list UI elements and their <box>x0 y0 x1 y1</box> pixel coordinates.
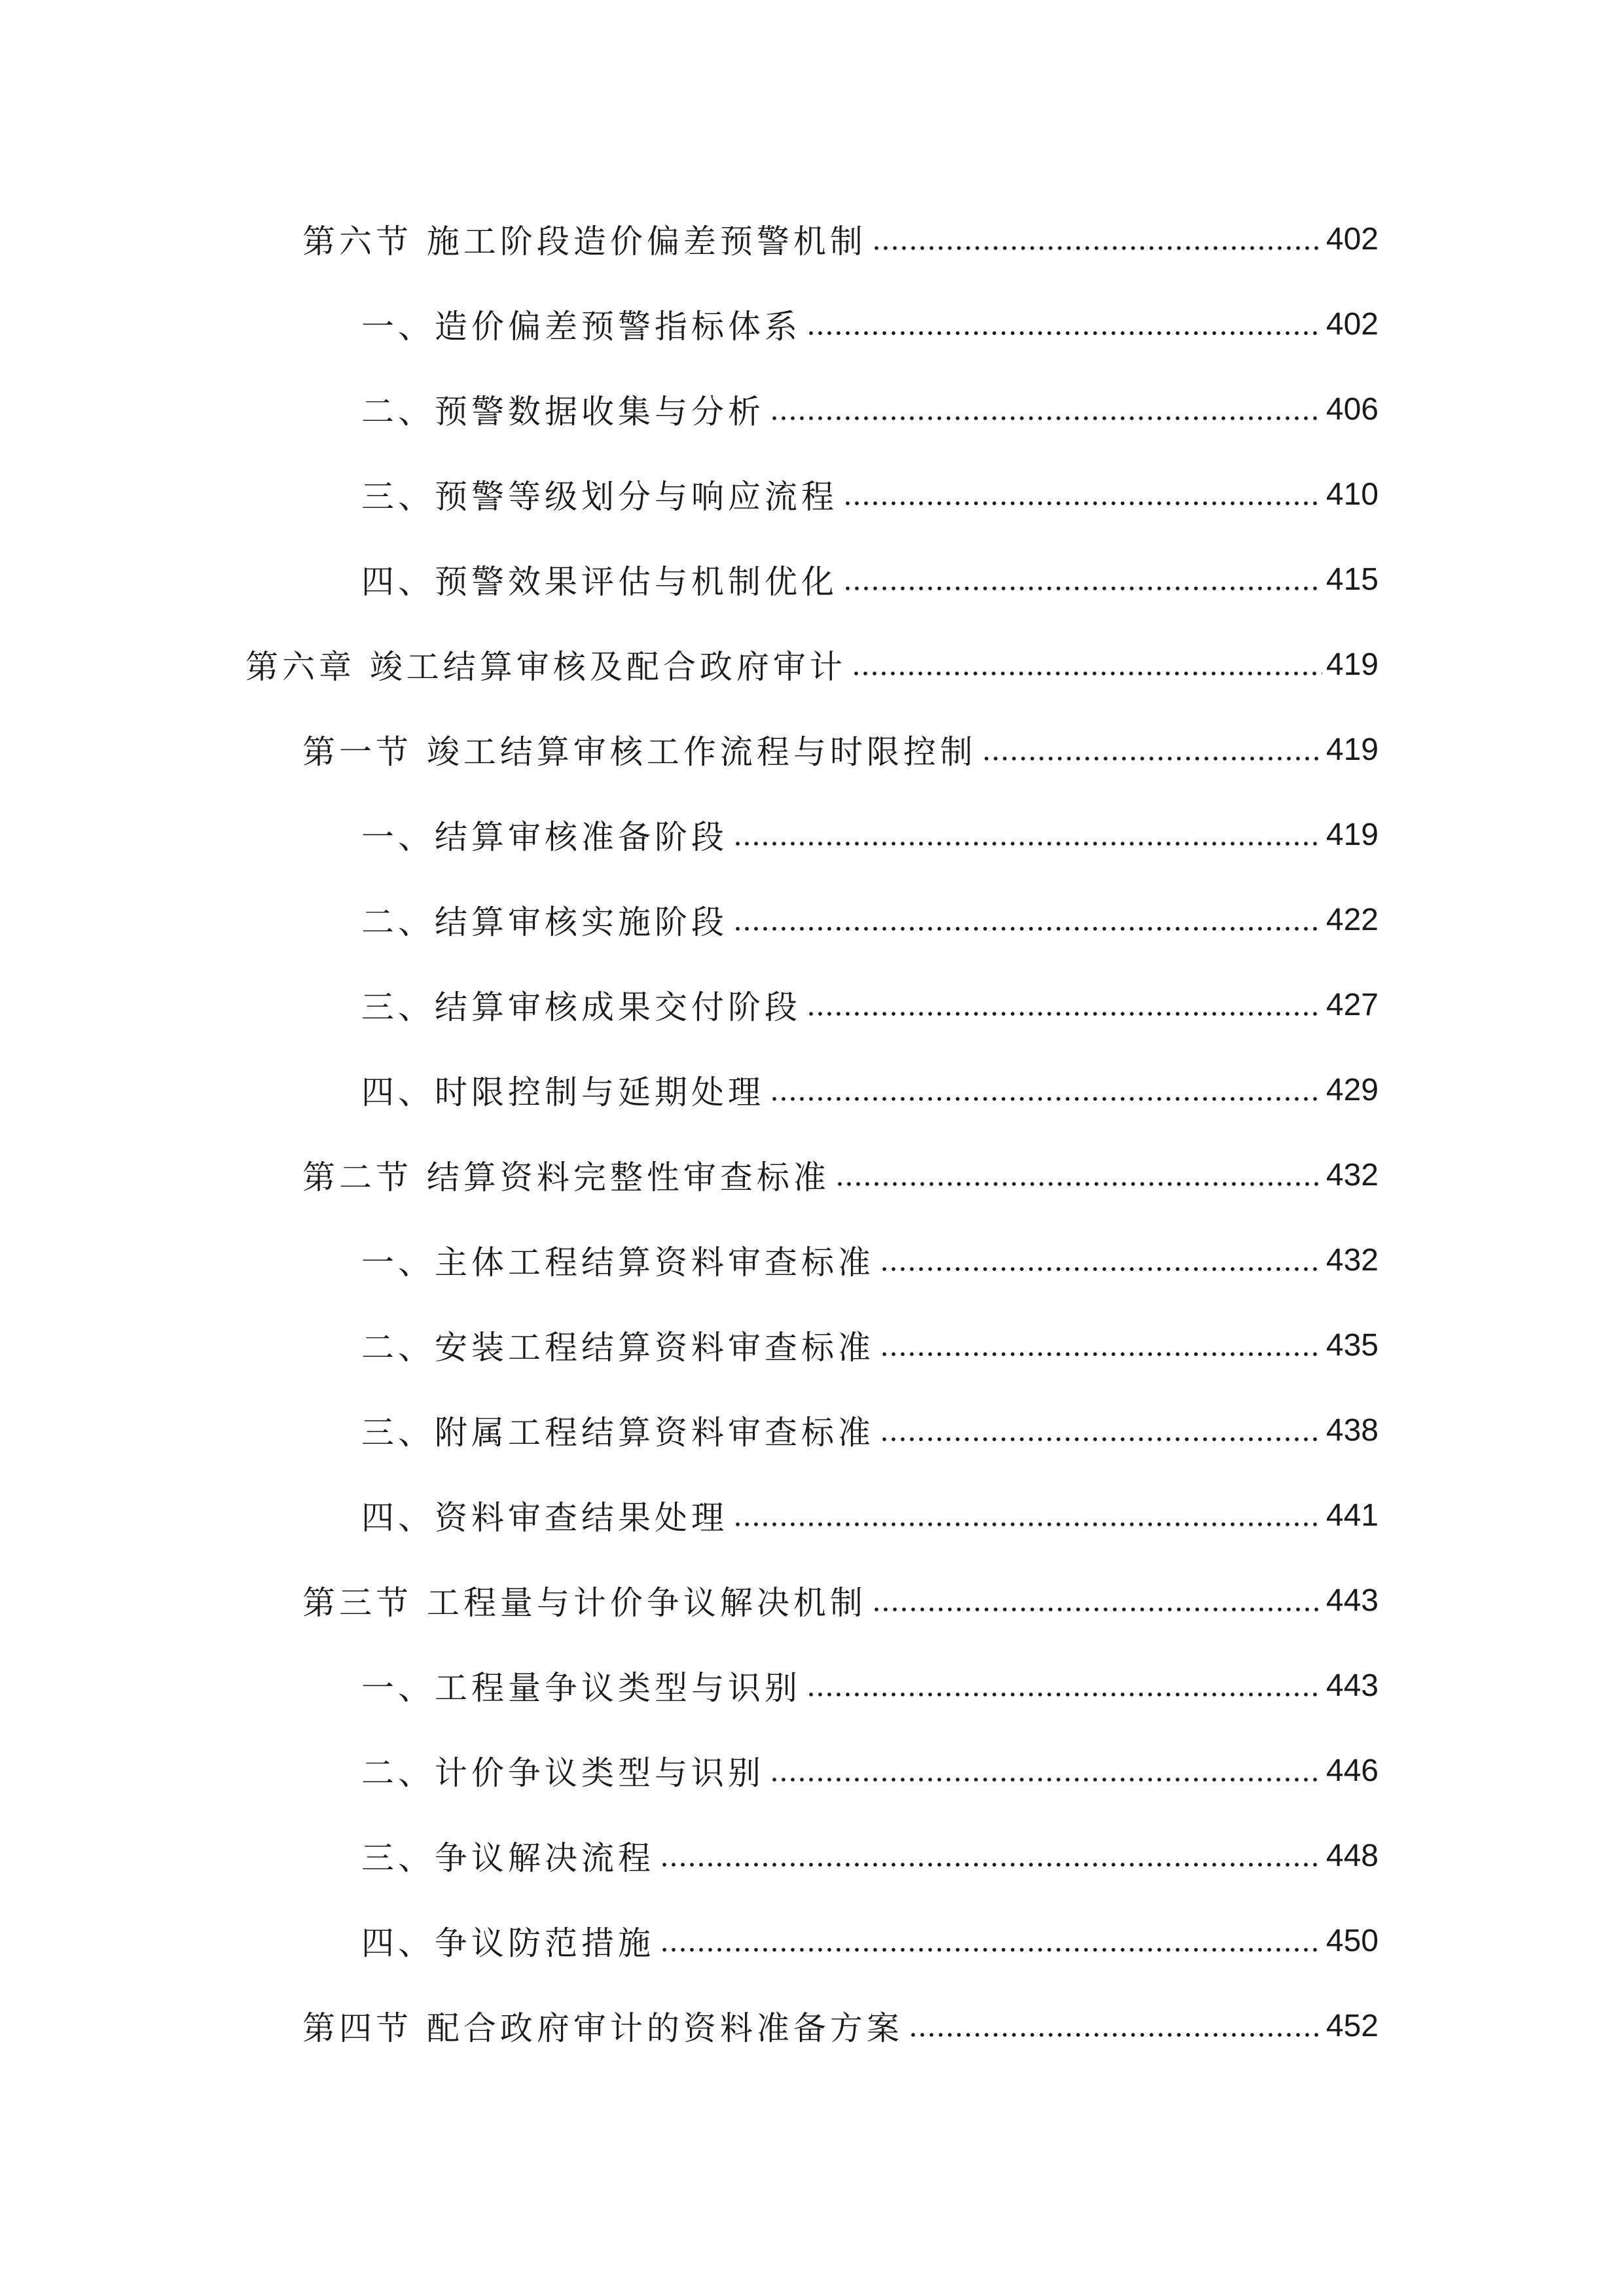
toc-entry-label: 四、预警效果评估与机制优化 <box>361 563 838 601</box>
toc-page-number: 443 <box>1326 1583 1379 1618</box>
toc-page-number: 432 <box>1326 1157 1379 1193</box>
toc-page-number: 429 <box>1326 1072 1379 1107</box>
dot-leader <box>770 1083 1322 1115</box>
toc-entry-label: 四、时限控制与延期处理 <box>361 1073 765 1111</box>
dot-leader <box>806 317 1322 350</box>
toc-entry-subsection[interactable] <box>0 1898 1624 1983</box>
toc-entry-label: 二、计价争议类型与识别 <box>361 1754 765 1792</box>
toc-page-number: 448 <box>1326 1838 1379 1873</box>
toc-entry-section[interactable] <box>0 707 1624 792</box>
toc-entry-label: 二、预警数据收集与分析 <box>361 393 765 431</box>
toc-entry-label: 二、结算审核实施阶段 <box>361 903 728 941</box>
toc-page-number: 446 <box>1326 1753 1379 1788</box>
toc-page-number: 422 <box>1326 902 1379 937</box>
toc-entry-label: 一、结算审核准备阶段 <box>361 818 728 856</box>
dot-leader <box>660 1848 1322 1881</box>
toc-page-number: 419 <box>1326 732 1379 767</box>
table-of-contents <box>0 196 1624 2068</box>
toc-page-number: 438 <box>1326 1412 1379 1448</box>
toc-page-number: 419 <box>1326 647 1379 682</box>
toc-page-number: 410 <box>1326 476 1379 512</box>
toc-page-number: 427 <box>1326 987 1379 1022</box>
toc-entry-subsection[interactable] <box>0 1047 1624 1132</box>
toc-entry-subsection[interactable] <box>0 1302 1624 1388</box>
toc-entry-label: 一、工程量争议类型与识别 <box>361 1669 801 1707</box>
toc-entry-subsection[interactable] <box>0 877 1624 962</box>
toc-entry-label: 四、争议防范措施 <box>361 1924 655 1962</box>
dot-leader <box>770 1763 1322 1796</box>
dot-leader <box>880 1253 1322 1285</box>
dot-leader <box>982 742 1322 775</box>
toc-page-number: 432 <box>1326 1242 1379 1278</box>
toc-entry-section[interactable] <box>0 196 1624 281</box>
toc-page-number: 415 <box>1326 562 1379 597</box>
dot-leader <box>843 572 1322 605</box>
toc-page-number: 406 <box>1326 391 1379 427</box>
toc-entry-section[interactable] <box>0 1132 1624 1217</box>
dot-leader <box>872 1593 1322 1626</box>
toc-entry-subsection[interactable] <box>0 367 1624 452</box>
toc-page-number: 443 <box>1326 1668 1379 1703</box>
dot-leader <box>852 657 1322 690</box>
toc-page-number: 452 <box>1326 2008 1379 2043</box>
dot-leader <box>733 827 1322 860</box>
dot-leader <box>660 1933 1322 1966</box>
toc-entry-label: 第二节 结算资料完整性审查标准 <box>302 1158 830 1196</box>
dot-leader <box>806 997 1322 1030</box>
toc-entry-label: 三、预警等级划分与响应流程 <box>361 478 838 516</box>
toc-entry-subsection[interactable] <box>0 1388 1624 1473</box>
toc-entry-subsection[interactable] <box>0 452 1624 537</box>
toc-entry-label: 第六章 竣工结算审核及配合政府审计 <box>245 648 846 686</box>
dot-leader <box>880 1338 1322 1371</box>
toc-page-number: 441 <box>1326 1498 1379 1533</box>
toc-entry-label: 四、资料审查结果处理 <box>361 1499 728 1537</box>
toc-entry-section[interactable] <box>0 1558 1624 1643</box>
toc-entry-label: 第四节 配合政府审计的资料准备方案 <box>302 2009 903 2047</box>
toc-page-number: 450 <box>1326 1923 1379 1958</box>
toc-page-number: 419 <box>1326 817 1379 852</box>
dot-leader <box>733 912 1322 945</box>
toc-entry-subsection[interactable] <box>0 1473 1624 1558</box>
toc-entry-label: 三、附属工程结算资料审查标准 <box>361 1414 875 1452</box>
toc-entry-label: 第一节 竣工结算审核工作流程与时限控制 <box>302 733 977 771</box>
toc-entry-subsection[interactable] <box>0 1643 1624 1728</box>
dot-leader <box>733 1508 1322 1541</box>
dot-leader <box>872 232 1322 264</box>
toc-entry-subsection[interactable] <box>0 1217 1624 1302</box>
toc-entry-label: 二、安装工程结算资料审查标准 <box>361 1329 875 1367</box>
toc-page-number: 402 <box>1326 306 1379 342</box>
dot-leader <box>880 1423 1322 1456</box>
toc-entry-label: 第三节 工程量与计价争议解决机制 <box>302 1584 867 1622</box>
toc-entry-subsection[interactable] <box>0 792 1624 877</box>
dot-leader <box>843 487 1322 520</box>
toc-entry-subsection[interactable] <box>0 962 1624 1047</box>
toc-entry-subsection[interactable] <box>0 1813 1624 1898</box>
toc-page-number: 402 <box>1326 221 1379 257</box>
toc-entry-label: 一、造价偏差预警指标体系 <box>361 308 801 346</box>
toc-entry-label: 三、结算审核成果交付阶段 <box>361 988 801 1026</box>
dot-leader <box>909 2018 1322 2051</box>
dot-leader <box>806 1678 1322 1711</box>
toc-entry-subsection[interactable] <box>0 1728 1624 1813</box>
toc-entry-label: 三、争议解决流程 <box>361 1839 655 1877</box>
dot-leader <box>835 1168 1322 1200</box>
toc-entry-section[interactable] <box>0 1983 1624 2068</box>
toc-entry-subsection[interactable] <box>0 281 1624 367</box>
toc-entry-chapter[interactable] <box>0 622 1624 707</box>
toc-entry-subsection[interactable] <box>0 537 1624 622</box>
toc-entry-label: 第六节 施工阶段造价偏差预警机制 <box>302 223 867 260</box>
toc-entry-label: 一、主体工程结算资料审查标准 <box>361 1244 875 1282</box>
toc-page-number: 435 <box>1326 1327 1379 1363</box>
dot-leader <box>770 402 1322 435</box>
